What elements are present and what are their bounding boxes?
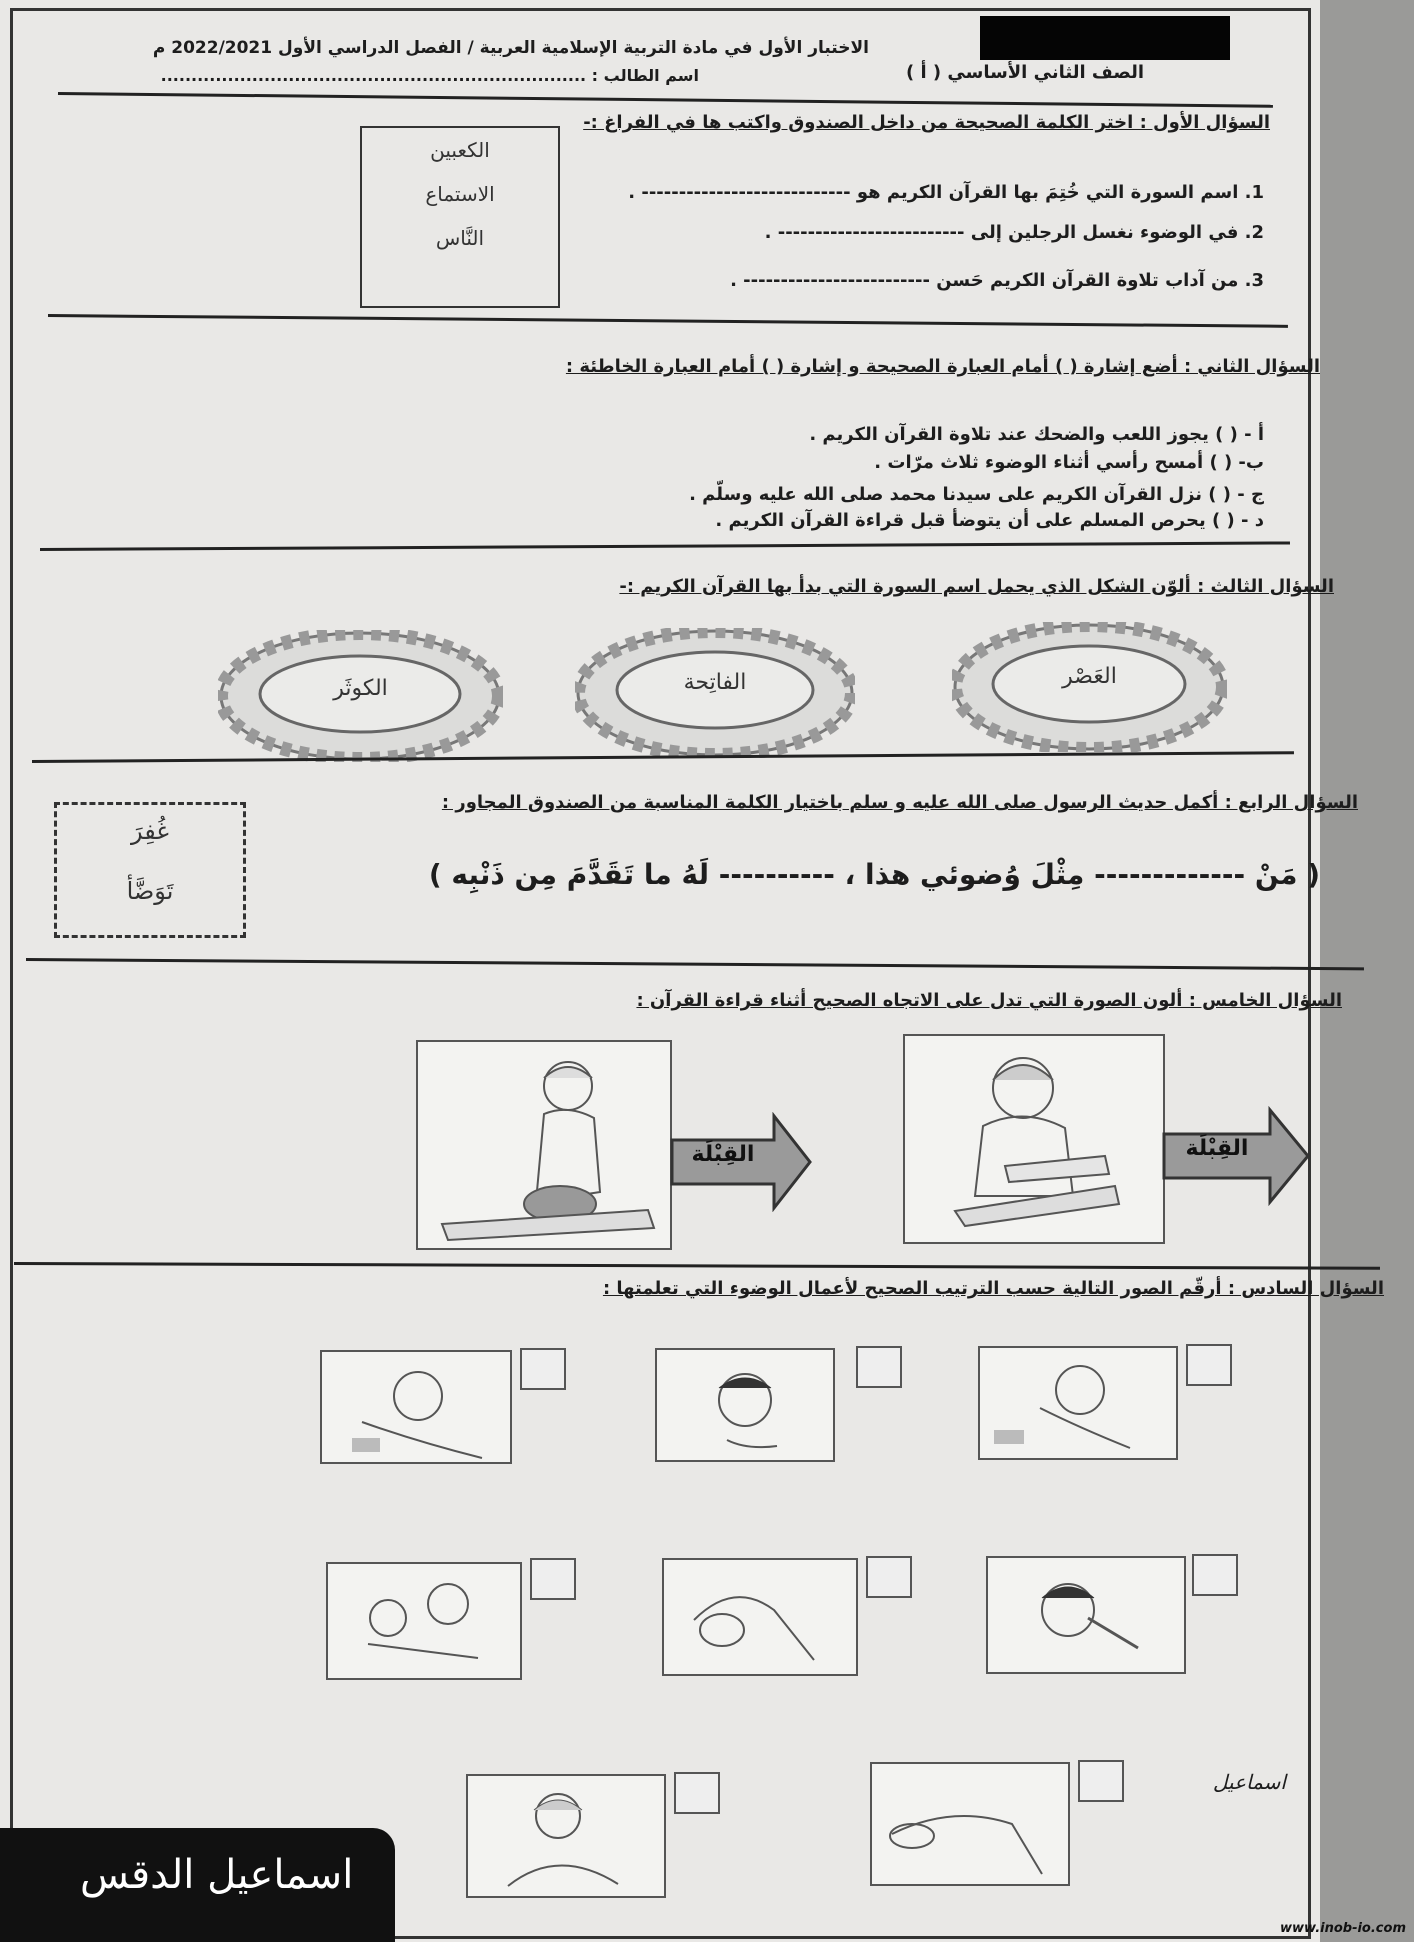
q1-item-2: 2. في الوضوء نغسل الرجلين إلى ------------------------- . xyxy=(764,222,1264,243)
qibla-label-right: القِبْلَة xyxy=(1185,1136,1249,1161)
q4-word-box xyxy=(54,802,246,938)
redacted-block xyxy=(980,16,1230,60)
teacher-signature: اسماعيل xyxy=(1212,1770,1286,1794)
q1-word-2: الاستماع xyxy=(425,182,495,206)
wudu-order-box-3[interactable] xyxy=(520,1348,566,1390)
wudu-step-picture-7 xyxy=(870,1762,1070,1886)
q2-item-a: أ - ( ) يجوز اللعب والضحك عند تلاوة القرآن الكريم . xyxy=(809,424,1264,445)
q6-title: السؤال السادس : أرقّم الصور التالية حسب الترتيب الصحيح لأعمال الوضوء التي تعلمتها : xyxy=(602,1278,1384,1299)
surah-name-fatiha: الفاتِحة xyxy=(683,670,747,695)
q3-title: السؤال الثالث : ألوّن الشكل الذي يحمل اسم السورة التي بدأ بها القرآن الكريم :- xyxy=(619,576,1334,597)
q1-word-1: الكعبين xyxy=(430,138,490,162)
wudu-order-box-4[interactable] xyxy=(1192,1554,1238,1596)
wudu-order-box-8[interactable] xyxy=(674,1772,720,1814)
website-link[interactable]: www.inob-io.com xyxy=(1280,1921,1406,1936)
wudu-step-picture-6 xyxy=(326,1562,522,1680)
qibla-arrow-left xyxy=(670,1112,814,1212)
q4-title: السؤال الرابع : أكمل حديث الرسول صلى الله عليه و سلم باختيار الكلمة المناسبة من الصندوق المجاور : xyxy=(441,792,1358,813)
praying-child-picture[interactable] xyxy=(416,1040,672,1250)
grade-label: الصف الثاني الأساسي ( أ ) xyxy=(905,62,1144,83)
student-name-field[interactable]: اسم الطالب : ...................................................................... xyxy=(160,66,699,85)
q2-item-c: ج - ( ) نزل القرآن الكريم على سيدنا محمد صلى الله عليه وسلّم . xyxy=(689,484,1264,505)
q1-item-3: 3. من آداب تلاوة القرآن الكريم حَسن ------------------------- . xyxy=(730,270,1264,291)
exam-title: الاختبار الأول في مادة التربية الإسلامية العربية / الفصل الدراسي الأول 2022/2021 م xyxy=(152,38,869,58)
wudu-step-picture-4 xyxy=(986,1556,1186,1674)
watermark-text: اسماعيل الدقس xyxy=(80,1852,354,1898)
q5-title: السؤال الخامس : ألون الصورة التي تدل على الاتجاه الصحيح أثناء قراءة القرآن : xyxy=(636,990,1342,1011)
q2-item-b: ب- ( ) أمسح رأسي أثناء الوضوء ثلاث مرّات . xyxy=(874,452,1264,473)
wudu-step-picture-2 xyxy=(655,1348,835,1462)
q1-item-1: 1. اسم السورة التي خُتِمَ بها القرآن الكريم هو ---------------------------- . xyxy=(628,182,1264,203)
wudu-order-box-7[interactable] xyxy=(1078,1760,1124,1802)
wudu-step-picture-8 xyxy=(466,1774,666,1898)
q4-word-2: تَوَضَّأ xyxy=(126,877,174,905)
wudu-order-box-2[interactable] xyxy=(856,1346,902,1388)
wudu-step-picture-3 xyxy=(320,1350,512,1464)
q1-word-box xyxy=(360,126,560,308)
surah-name-asr: العَصْر xyxy=(1062,664,1117,689)
wudu-order-box-5[interactable] xyxy=(866,1556,912,1598)
reading-child-picture[interactable] xyxy=(903,1034,1165,1244)
q4-hadith: ( مَنْ ------------- مِثْلَ وُضوئي هذا ، ---------- لَهُ ما تَقَدَّمَ مِن ذَنْبِه ) xyxy=(428,858,1320,891)
q2-title: السؤال الثاني : أضع إشارة ( ) أمام العبارة الصحيحة و إشارة ( ) أمام العبارة الخاطئة : xyxy=(565,356,1320,377)
wudu-step-picture-5 xyxy=(662,1558,858,1676)
surah-shape-fatiha[interactable] xyxy=(575,628,855,758)
qibla-arrow-right xyxy=(1162,1106,1312,1206)
wudu-order-box-6[interactable] xyxy=(530,1558,576,1600)
surah-shape-asr[interactable] xyxy=(952,622,1227,752)
q1-word-3: النَّاس xyxy=(435,226,485,250)
q2-item-d: د - ( ) يحرص المسلم على أن يتوضأ قبل قراءة القرآن الكريم . xyxy=(715,510,1264,531)
q1-title: السؤال الأول : اختر الكلمة الصحيحة من داخل الصندوق واكتب ها في الفراغ :- xyxy=(583,112,1270,133)
wudu-order-box-1[interactable] xyxy=(1186,1344,1232,1386)
surah-shape-kawthar[interactable] xyxy=(218,630,503,762)
q4-word-1: غُفِرَ xyxy=(131,817,169,845)
surah-name-kawthar: الكوثَر xyxy=(333,676,388,701)
wudu-step-picture-1 xyxy=(978,1346,1178,1460)
qibla-label-left: القِبْلَة xyxy=(691,1142,755,1167)
